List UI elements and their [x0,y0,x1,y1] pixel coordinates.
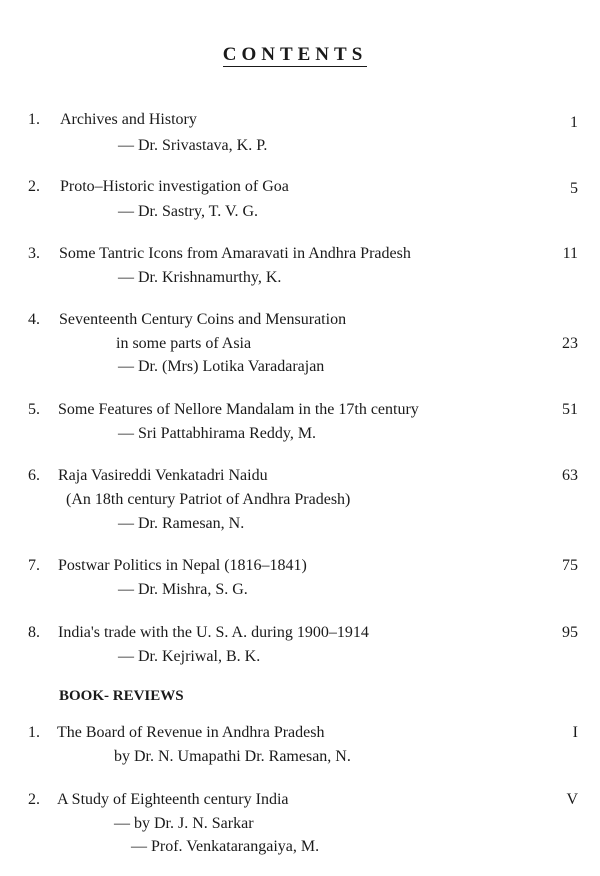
entry-author: — Dr. Kejriwal, B. K. [118,648,261,665]
review-number: 2. [28,791,40,808]
entry-page: 75 [562,557,578,574]
entry-title: Some Tantric Icons from Amaravati in Andhra Pradesh [59,245,411,262]
entry-number: 1. [28,111,40,128]
entry-title: Some Features of Nellore Mandalam in the 17th century [58,401,419,418]
review-page: I [572,724,578,741]
entry-title-continued: (An 18th century Patriot of Andhra Pradesh) [66,491,351,508]
entry-number: 7. [28,557,40,574]
entry-author: — Dr. Mishra, S. G. [118,581,248,598]
entry-page: 63 [562,467,578,484]
entry-page: 95 [562,624,578,641]
entry-number: 8. [28,624,40,641]
entry-number: 5. [28,401,40,418]
review-by: by Dr. N. Umapathi Dr. Ramesan, N. [114,748,351,765]
entry-author: — Dr. Sastry, T. V. G. [118,203,259,220]
entry-title: Postwar Politics in Nepal (1816–1841) [58,557,307,574]
entry-page: 23 [562,335,578,352]
entry-author: — Dr. Krishnamurthy, K. [118,269,282,286]
entry-title: Seventeenth Century Coins and Mensuration [59,311,347,328]
entry-page: 11 [562,245,578,262]
review-page: V [566,791,578,808]
entry-number: 6. [28,467,40,484]
review-reviewer: — Prof. Venkatarangaiya, M. [131,838,320,855]
entry-author: — Dr. Srivastava, K. P. [118,137,268,154]
entry-title: Archives and History [60,111,197,128]
entry-page: 5 [570,180,578,197]
entry-title-continued: in some parts of Asia [116,335,252,352]
entry-author: — Dr. Ramesan, N. [118,515,245,532]
page-title: CONTENTS [222,44,368,65]
entry-title: Proto–Historic investigation of Goa [60,178,289,195]
book-reviews-heading: BOOK- REVIEWS [59,688,184,704]
entry-number: 3. [28,245,40,262]
entry-author: — Sri Pattabhirama Reddy, M. [118,425,317,442]
review-title: The Board of Revenue in Andhra Pradesh [57,724,325,741]
entry-page: 51 [562,401,578,418]
review-number: 1. [28,724,40,741]
entry-author: — Dr. (Mrs) Lotika Varadarajan [118,358,325,375]
entry-title: Raja Vasireddi Venkatadri Naidu [58,467,268,484]
entry-title: India's trade with the U. S. A. during 1900–1914 [58,624,369,641]
review-title: A Study of Eighteenth century India [57,791,289,808]
entry-page: 1 [570,114,578,131]
entry-number: 4. [28,311,40,328]
review-by: — by Dr. J. N. Sarkar [114,815,254,832]
entry-number: 2. [28,178,40,195]
